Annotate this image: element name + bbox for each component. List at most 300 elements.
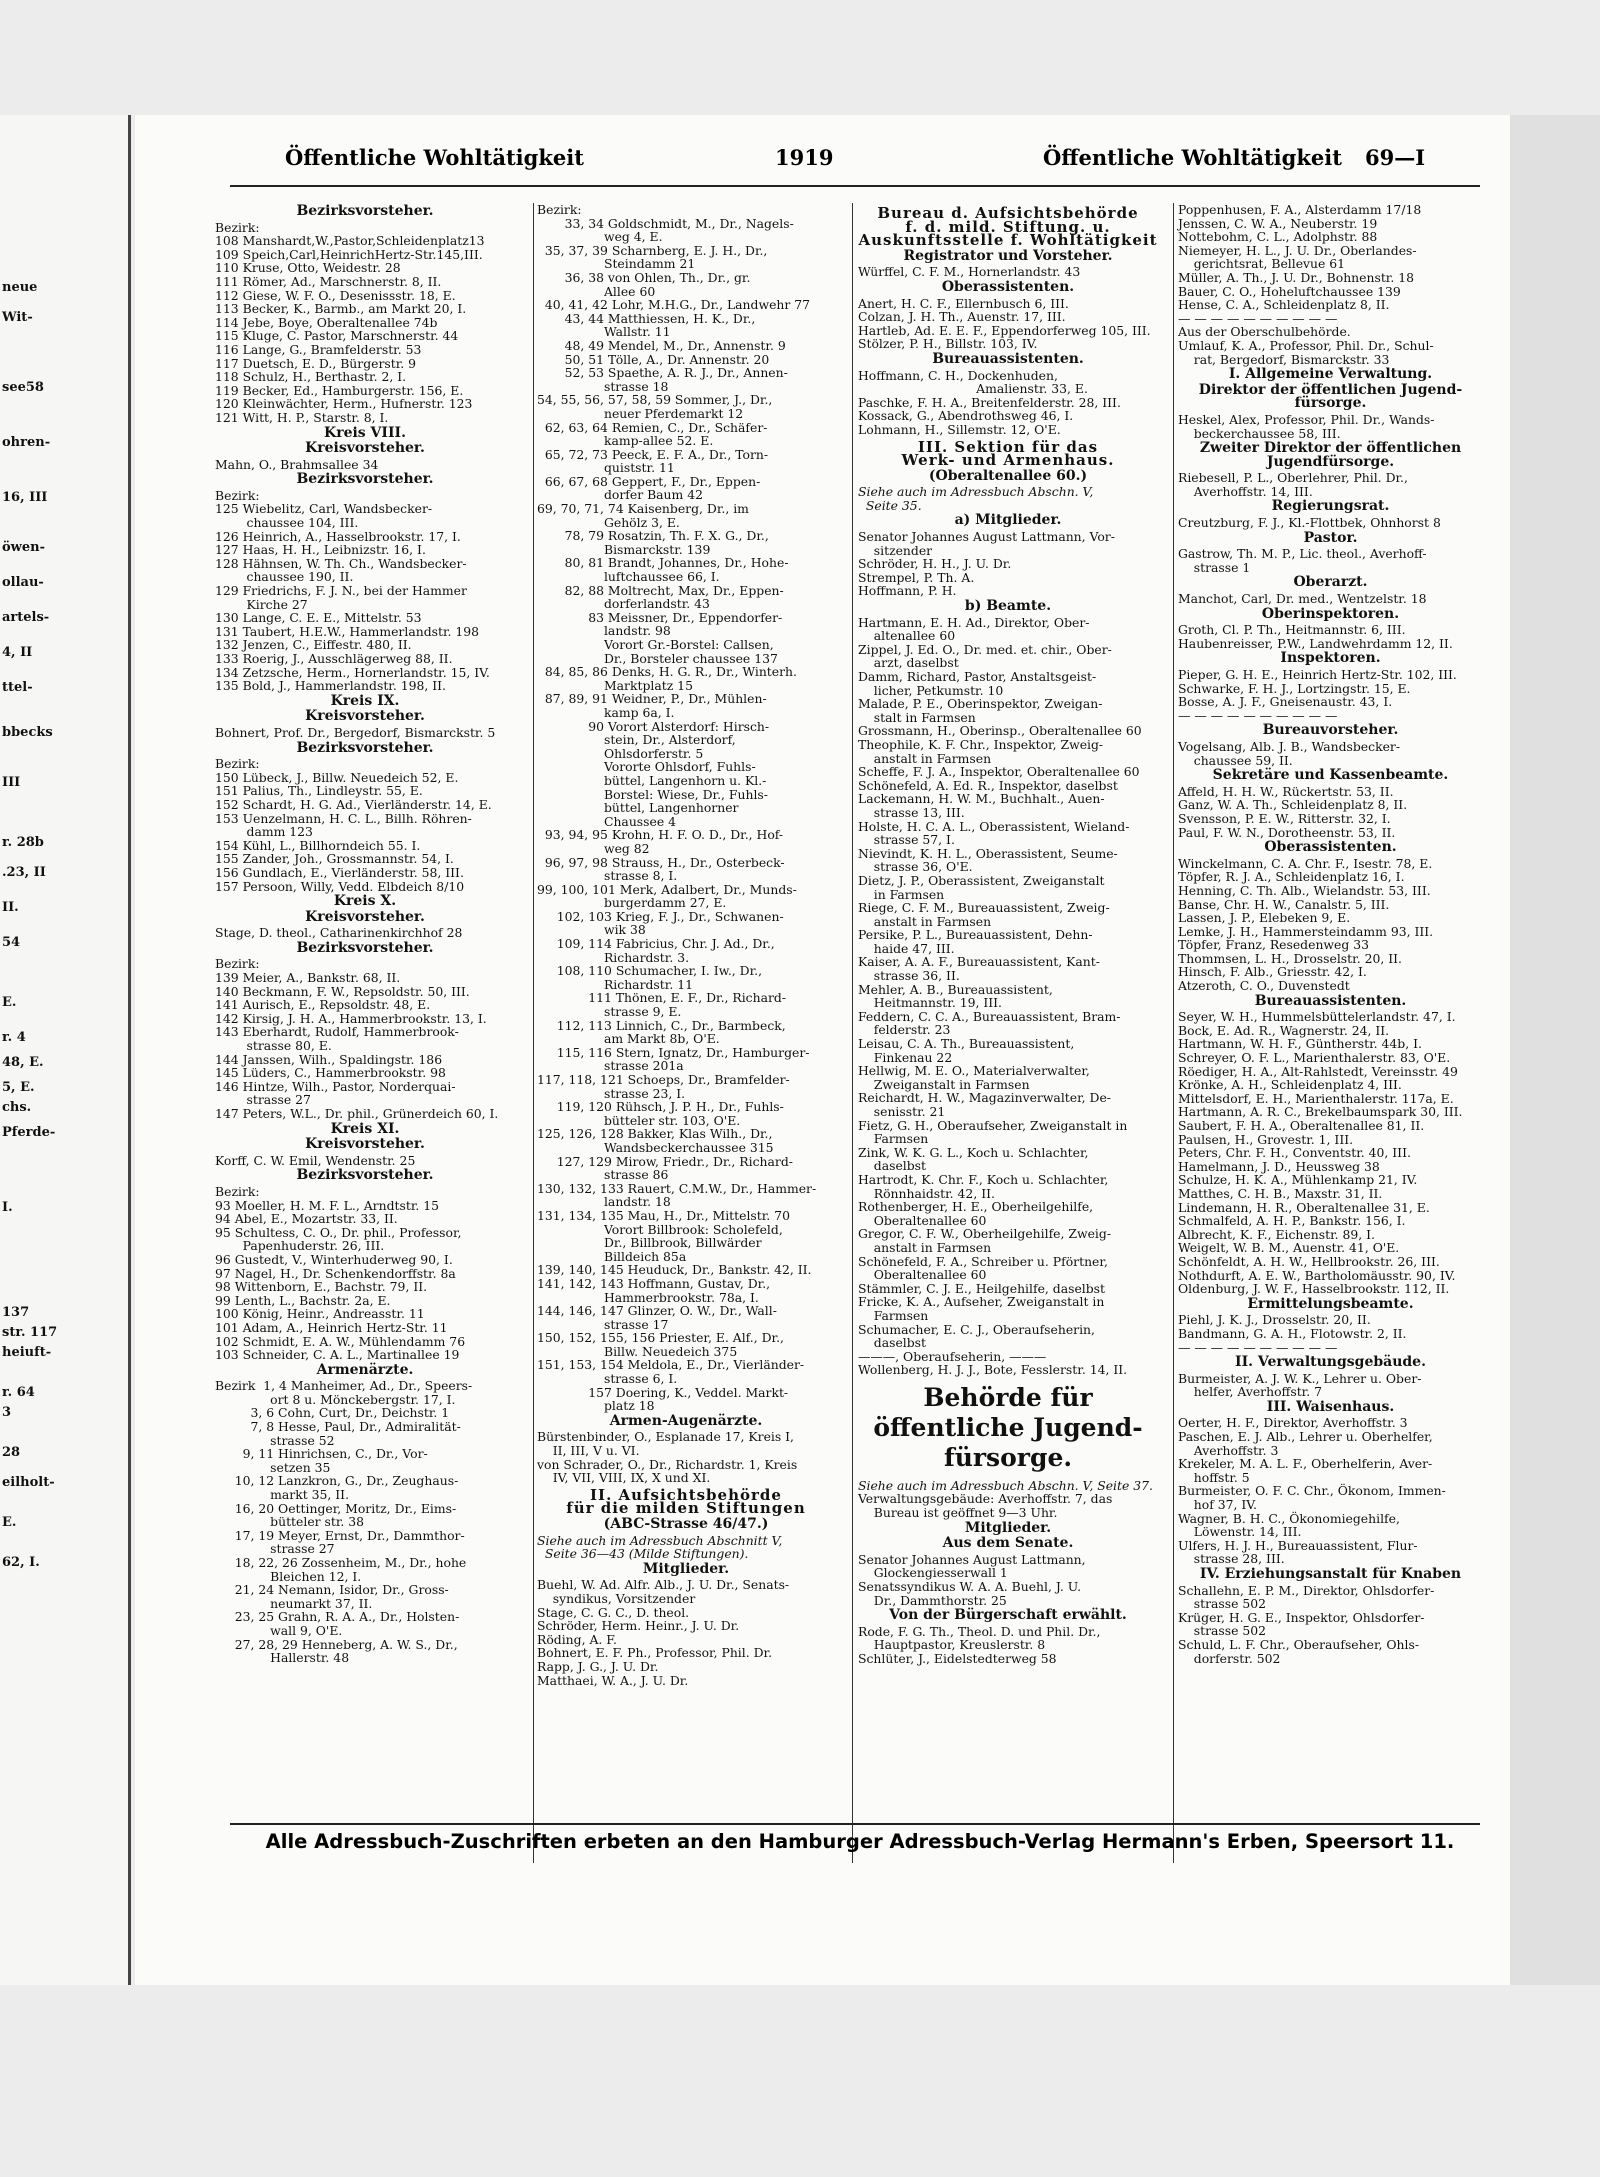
- directory-entry: 152 Schardt, H. G. Ad., Vierländerstr. 14, E.: [215, 796, 492, 812]
- cropped-text-fragment: see58: [2, 380, 44, 395]
- directory-entry: — — — — — — — — — —: [1178, 1339, 1338, 1355]
- directory-entry: Stage, D. theol., Catharinenkirchhof 28: [215, 925, 463, 941]
- directory-entry: Seyer, W. H., Hummelsbüttelerlandstr. 47, I.: [1178, 1009, 1456, 1025]
- section-heading: Ermittelungsbeamte.: [1247, 1295, 1414, 1312]
- directory-entry: 43, 44 Matthiessen, H. K., Dr., Wallstr. 11: [564, 310, 756, 340]
- section-heading: Behörde für öffentliche Jugend- fürsorge.: [873, 1382, 1143, 1472]
- directory-entry: 135 Bold, J., Hammerlandstr. 198, II.: [215, 678, 446, 694]
- directory-entry: 108, 110 Schumacher, I. Iw., Dr., Richardstr. 11: [556, 963, 763, 992]
- cropped-text-fragment: 4, II: [2, 645, 33, 660]
- directory-entry: Schönfeldt, A. H. W., Hellbrookstr. 26, III.: [1178, 1253, 1440, 1269]
- directory-entry: Oldenburg, J. W. F., Hasselbrookstr. 112, II.: [1178, 1281, 1450, 1297]
- directory-entry: 27, 28, 29 Henneberg, A. W. S., Dr., Hallerstr. 48: [234, 1636, 458, 1666]
- cropped-text-fragment: Pferde-: [2, 1125, 56, 1140]
- footer-rule: [230, 1823, 1480, 1825]
- directory-entry: Mehler, A. B., Bureauassistent, Heitmannstr. 19, III.: [858, 981, 1053, 1011]
- section-heading: IV. Erziehungsanstalt für Knaben: [1199, 1566, 1462, 1582]
- directory-entry: 83 Meissner, Dr., Eppendorfer- landstr. 98: [588, 609, 783, 639]
- header-page-number: 69—I: [1365, 145, 1426, 170]
- directory-entry: Hellwig, M. E. O., Materialverwalter, Zweiganstalt in Farmsen: [858, 1063, 1090, 1092]
- column-4: [1178, 203, 1483, 1665]
- cropped-text-fragment: I.: [2, 1200, 13, 1215]
- directory-entry: Paulsen, H., Grovestr. 1, III.: [1178, 1131, 1354, 1147]
- directory-entry: Bohnert, E. F. Ph., Professor, Phil. Dr.: [537, 1645, 773, 1661]
- directory-entry: 101 Adam, A., Heinrich Hertz-Str. 11: [215, 1319, 448, 1335]
- directory-entry: Reichardt, H. W., Magazinverwalter, De- senisstr. 21: [858, 1090, 1111, 1119]
- directory-entry: Anert, H. C. F., Ellernbusch 6, III.: [858, 295, 1069, 311]
- directory-entry: Hartmann, E. H. Ad., Direktor, Ober- altenallee 60: [858, 614, 1090, 644]
- directory-entry: 17, 19 Meyer, Ernst, Dr., Dammthor- strasse 27: [234, 1527, 465, 1557]
- directory-entry: Oerter, H. F., Direktor, Averhoffstr. 3: [1178, 1415, 1408, 1431]
- page-header: [135, 145, 1510, 185]
- directory-entry: Aus der Oberschulbehörde.: [1178, 324, 1351, 340]
- directory-entry: 111 Thönen, E. F., Dr., Richard- strasse 9, E.: [588, 990, 787, 1020]
- directory-entry: Bezirk:: [215, 756, 260, 772]
- directory-entry: Lassen, J. P., Elebeken 9, E.: [1178, 910, 1351, 926]
- column-3: [858, 203, 1158, 1666]
- directory-entry: 132 Jenzen, C., Eiffestr. 480, II.: [215, 637, 412, 653]
- directory-entry: 93, 94, 95 Krohn, H. F. O. D., Dr., Hof- weg 82: [544, 827, 784, 856]
- directory-entry: Malade, P. E., Oberinspektor, Zweigan- stalt in Farmsen: [858, 696, 1103, 725]
- directory-entry: Bezirk:: [215, 956, 260, 972]
- directory-entry: 62, 63, 64 Remien, C., Dr., Schäfer- kamp-allee 52. E.: [544, 419, 768, 449]
- directory-entry: Stämmler, C. J. E., Heilgehilfe, daselbst: [858, 1280, 1106, 1296]
- section-heading: III. Waisenhaus.: [1266, 1398, 1395, 1415]
- directory-entry: Heskel, Alex, Professor, Phil. Dr., Wands- beckerchaussee 58, III.: [1178, 411, 1435, 441]
- directory-entry: 118 Schulz, H., Berthastr. 2, I.: [215, 369, 407, 385]
- directory-entry: Schwarke, F. H. J., Lortzingstr. 15, E.: [1178, 680, 1411, 696]
- directory-entry: Svensson, P. E. W., Ritterstr. 32, I.: [1178, 810, 1391, 826]
- section-heading: Von der Bürgerschaft erwählt.: [889, 1607, 1127, 1624]
- directory-entry: ———, Oberaufseherin, ———: [858, 1348, 1047, 1364]
- directory-entry: Theophile, K. F. Chr., Inspektor, Zweig- anstalt in Farmsen: [858, 736, 1104, 766]
- document-page: [135, 115, 1510, 1985]
- directory-entry: Senator Johannes August Lattmann, Vor- sitzender: [858, 529, 1115, 558]
- directory-entry: 7, 8 Hesse, Paul, Dr., Admiralität- strasse 52: [250, 1419, 461, 1448]
- directory-entry: Winckelmann, C. A. Chr. F., Isestr. 78, E.: [1178, 855, 1433, 871]
- directory-entry: Jenssen, C. W. A., Neuberstr. 19: [1178, 215, 1378, 231]
- directory-entry: 115, 116 Stern, Ignatz, Dr., Hamburger- strasse 201a: [556, 1044, 810, 1074]
- section-heading: Mitglieder.: [964, 1519, 1052, 1536]
- directory-entry: 117, 118, 121 Schoeps, Dr., Bramfelder- strasse 23, I.: [537, 1072, 790, 1101]
- directory-entry: 119, 120 Rühsch, J. P. H., Dr., Fuhls- bütteler str. 103, O'E.: [556, 1099, 784, 1128]
- directory-entry: Henning, C. Th. Alb., Wielandstr. 53, III.: [1178, 882, 1431, 898]
- directory-entry: 119 Becker, Ed., Hamburgerstr. 156, E.: [215, 382, 464, 398]
- directory-entry: Saubert, F. H. A., Oberaltenallee 81, II.: [1178, 1118, 1425, 1133]
- header-left-title: Öffentliche Wohltätigkeit: [285, 145, 584, 170]
- section-heading: Siehe auch im Adressbuch Abschn. V, Seite 35.: [858, 484, 1094, 513]
- directory-entry: 125, 126, 128 Bakker, Klas Wilh., Dr., Wandsbeckerchaussee 315: [537, 1126, 774, 1155]
- directory-entry: 96 Gustedt, V., Winterhuderweg 90, I.: [215, 1251, 453, 1267]
- cropped-text-fragment: str. 117: [2, 1325, 58, 1340]
- section-heading: III. Sektion für das Werk- und Armenhaus.: [901, 437, 1115, 470]
- previous-page-strip: [0, 115, 131, 1985]
- directory-entry: Hoffmann, P. H.: [858, 583, 957, 599]
- section-heading: Oberassistenten.: [1264, 839, 1397, 856]
- directory-entry: Umlauf, K. A., Professor, Phil. Dr., Schul- rat, Bergedorf, Bismarckstr. 33: [1178, 337, 1434, 367]
- column-1: [215, 203, 515, 1665]
- directory-entry: Paul, F. W. N., Dorotheenstr. 53, II.: [1178, 824, 1396, 840]
- directory-entry: 84, 85, 86 Denks, H. G. R., Dr., Winterh. Marktplatz 15: [544, 664, 797, 693]
- directory-entry: Krekeler, M. A. L. F., Oberhelferin, Aver- hoffstr. 5: [1178, 1456, 1433, 1485]
- directory-entry: Nievindt, K. H. L., Oberassistent, Seume- strasse 36, O'E.: [858, 845, 1118, 875]
- directory-entry: 114 Jebe, Boye, Oberaltenallee 74b: [215, 314, 438, 330]
- directory-entry: 129 Friedrichs, F. J. N., bei der Hammer Kirche 27: [215, 583, 467, 612]
- directory-entry: 109, 114 Fabricius, Chr. J. Ad., Dr., Richardstr. 3.: [556, 936, 775, 965]
- cropped-text-fragment: chs.: [2, 1100, 32, 1115]
- directory-entry: 102 Schmidt, E. A. W., Mühlendamm 76: [215, 1333, 466, 1349]
- section-heading: Bureauassistenten.: [932, 350, 1084, 367]
- section-heading: Oberarzt.: [1293, 574, 1368, 591]
- directory-entry: 21, 24 Nemann, Isidor, Dr., Gross- neumarkt 37, II.: [234, 1582, 449, 1611]
- cropped-text-fragment: bbecks: [2, 725, 53, 740]
- directory-entry: Krüger, H. G. E., Inspektor, Ohlsdorfer- strasse 502: [1178, 1609, 1425, 1639]
- directory-entry: Würffel, C. F. M., Hornerlandstr. 43: [858, 264, 1081, 280]
- directory-entry: 98 Wittenborn, E., Bachstr. 79, II.: [215, 1279, 428, 1295]
- directory-entry: 112 Giese, W. F. O., Desenissstr. 18, E.: [215, 287, 456, 303]
- directory-entry: Bandmann, G. A. H., Flotowstr. 2, II.: [1178, 1325, 1407, 1341]
- cropped-text-fragment: 48, E.: [2, 1055, 44, 1070]
- section-heading: Kreisvorsteher.: [305, 1136, 425, 1153]
- directory-entry: 103 Schneider, C. A. L., Martinallee 19: [215, 1347, 460, 1363]
- section-heading: Zweiter Direktor der öffentlichen Jugendfürsorge.: [1199, 440, 1462, 470]
- directory-entry: 130 Lange, C. E. E., Mittelstr. 53: [215, 610, 422, 626]
- directory-entry: Hartmann, W. H. F., Güntherstr. 44b, I.: [1178, 1036, 1422, 1052]
- section-heading: Pastor.: [1303, 529, 1358, 546]
- directory-entry: 151 Palius, Th., Lindleystr. 55, E.: [215, 783, 423, 799]
- directory-entry: 143 Eberhardt, Rudolf, Hammerbrook- strasse 80, E.: [215, 1024, 459, 1054]
- directory-entry: Schröder, Herm. Heinr., J. U. Dr.: [537, 1618, 740, 1634]
- directory-entry: Röding, A. F.: [537, 1631, 617, 1647]
- directory-entry: Weigelt, W. B. M., Auenstr. 41, O'E.: [1178, 1240, 1400, 1256]
- directory-entry: Burmeister, O. F. C. Chr., Ökonom, Immen- hof 37, IV.: [1178, 1483, 1446, 1513]
- directory-entry: 69, 70, 71, 74 Kaisenberg, Dr., im Gehölz 3, E.: [537, 501, 749, 530]
- directory-entry: 95 Schultess, C. O., Dr. phil., Professor, Papenhuderstr. 26, III.: [215, 1224, 462, 1254]
- directory-entry: Kossack, G., Abendrothsweg 46, I.: [858, 408, 1074, 424]
- cropped-text-fragment: 62, I.: [2, 1555, 40, 1570]
- directory-entry: Ulfers, H. J. H., Bureauassistent, Flur- strasse 28, III.: [1178, 1537, 1418, 1567]
- directory-entry: Fietz, G. H., Oberaufseher, Zweiganstalt in Farmsen: [858, 1117, 1128, 1147]
- directory-entry: Hartmann, A. R. C., Brekelbaumspark 30, III.: [1178, 1104, 1463, 1120]
- directory-entry: Colzan, J. H. Th., Auenstr. 17, III.: [858, 309, 1066, 325]
- directory-entry: Töpfer, R. J. A., Schleidenplatz 16, I.: [1178, 869, 1405, 885]
- directory-entry: Manchot, Carl, Dr. med., Wentzelstr. 18: [1178, 591, 1427, 607]
- directory-entry: Damm, Richard, Pastor, Anstaltsgeist- licher, Petkumstr. 10: [858, 669, 1097, 698]
- directory-entry: 108 Manshardt,W.,Pastor,Schleidenplatz13: [215, 233, 485, 249]
- header-rule: [230, 185, 1480, 187]
- directory-entry: 141, 142, 143 Hoffmann, Gustav, Dr., Hammerbrookstr. 78a, I.: [537, 1275, 771, 1305]
- section-heading: Kreisvorsteher.: [305, 708, 425, 725]
- directory-entry: Gastrow, Th. M. P., Lic. theol., Averhoff- strasse 1: [1178, 546, 1427, 575]
- directory-entry: 18, 22, 26 Zossenheim, M., Dr., hohe Bleichen 12, I.: [234, 1555, 467, 1584]
- directory-entry: 93 Moeller, H. M. F. L., Arndtstr. 15: [215, 1197, 440, 1213]
- directory-entry: Hoffmann, C. H., Dockenhuden, Amalienstr. 33, E.: [858, 367, 1088, 397]
- section-heading: (ABC-Strasse 46/47.): [603, 1516, 769, 1532]
- section-heading: Kreis IX.: [330, 692, 400, 709]
- cropped-text-fragment: r. 4: [2, 1030, 26, 1045]
- section-heading: Armen-Augenärzte.: [609, 1412, 763, 1429]
- section-heading: Siehe auch im Adressbuch Abschn. V, Seite 37.: [858, 1477, 1153, 1493]
- directory-entry: Schlüter, J., Eidelstedterweg 58: [858, 1651, 1057, 1666]
- section-heading: Sekretäre und Kassenbeamte.: [1212, 767, 1449, 784]
- directory-entry: 35, 37, 39 Scharnberg, E. J. H., Dr., Steindamm 21: [544, 242, 768, 272]
- directory-entry: 80, 81 Brandt, Johannes, Dr., Hohe- luftchaussee 66, I.: [564, 555, 789, 585]
- directory-entry: 54, 55, 56, 57, 58, 59 Sommer, J., Dr., neuer Pferdemarkt 12: [537, 392, 773, 421]
- directory-entry: Zippel, J. Ed. O., Dr. med. et. chir., Ober- arzt, daselbst: [858, 641, 1112, 671]
- directory-entry: 117 Duetsch, E. D., Bürgerstr. 9: [215, 355, 417, 371]
- section-heading: Kreis VIII.: [324, 424, 406, 441]
- cropped-text-fragment: 16, III: [2, 490, 48, 505]
- directory-entry: Schröder, H. H., J. U. Dr.: [858, 556, 1012, 572]
- section-heading: (Oberaltenallee 60.): [928, 467, 1088, 484]
- directory-entry: 147 Peters, W.L., Dr. phil., Grünerdeich 60, I.: [215, 1106, 499, 1121]
- section-heading: b) Beamte.: [964, 598, 1052, 615]
- directory-entry: 36, 38 von Ohlen, Th., Dr., gr. Allee 60: [564, 269, 751, 299]
- directory-entry: Fricke, K. A., Aufseher, Zweiganstalt in Farmsen: [858, 1294, 1105, 1323]
- directory-entry: Zink, W. K. G. L., Koch u. Schlachter, daselbst: [858, 1144, 1089, 1174]
- cropped-text-fragment: neue: [2, 280, 38, 295]
- directory-entry: 113 Becker, K., Barmb., am Markt 20, I.: [215, 301, 467, 317]
- cropped-text-fragment: öwen-: [2, 540, 45, 555]
- directory-entry: 130, 132, 133 Rauert, C.M.W., Dr., Hammer- landstr. 18: [537, 1180, 817, 1210]
- directory-entry: Nottebohm, C. L., Adolphstr. 88: [1178, 229, 1378, 245]
- section-heading: Bezirksvorsteher.: [296, 471, 434, 488]
- directory-entry: 127 Haas, H. H., Leibnizstr. 16, I.: [215, 542, 426, 558]
- directory-entry: 111 Römer, Ad., Marschnerstr. 8, II.: [215, 273, 442, 289]
- section-heading: Bezirksvorsteher.: [296, 203, 434, 219]
- directory-entry: Wagner, B. H. C., Ökonomiegehilfe, Löwenstr. 14, III.: [1178, 1510, 1400, 1540]
- directory-entry: Mahn, O., Brahmsallee 34: [215, 456, 379, 472]
- directory-entry: 109 Speich,Carl,HeinrichHertz-Str.145,III.: [215, 246, 483, 262]
- directory-entry: Hinsch, F. Alb., Griesstr. 42, I.: [1178, 964, 1367, 980]
- directory-entry: Rapp, J. G., J. U. Dr.: [537, 1658, 659, 1674]
- section-heading: a) Mitglieder.: [954, 512, 1062, 529]
- directory-entry: 140 Beckmann, F. W., Repsoldstr. 50, III.: [215, 983, 470, 999]
- directory-entry: Leisau, C. A. Th., Bureauassistent, Finkenau 22: [858, 1036, 1075, 1065]
- section-heading: Bureau d. Aufsichtsbehörde f. d. mild. Stiftung. u. Auskunftsstelle f. Wohltätigkeit: [858, 204, 1158, 250]
- directory-entry: Korff, C. W. Emil, Wendenstr. 25: [215, 1152, 416, 1168]
- directory-entry: Holste, H. C. A. L., Oberassistent, Wieland- strasse 57, I.: [858, 818, 1130, 848]
- directory-entry: 110 Kruse, Otto, Weidestr. 28: [215, 260, 401, 276]
- directory-entry: Schulze, H. K. A., Mühlenkamp 21, IV.: [1178, 1172, 1418, 1188]
- cropped-text-fragment: ollau-: [2, 575, 44, 590]
- directory-entry: Bauer, C. O., Hoheluftchaussee 139: [1178, 283, 1401, 299]
- directory-entry: Atzeroth, C. O., Duvenstedt: [1178, 978, 1350, 994]
- directory-entry: 48, 49 Mendel, M., Dr., Annenstr. 9: [537, 337, 786, 353]
- directory-entry: von Schrader, O., Dr., Richardstr. 1, Kreis IV, VII, VIII, IX, X und XI.: [537, 1456, 798, 1486]
- cropped-text-fragment: II.: [2, 900, 19, 915]
- directory-entry: 120 Kleinwächter, Herm., Hufnerstr. 123: [215, 396, 473, 412]
- directory-entry: 153 Uenzelmann, H. C. L., Billh. Röhren- damm 123: [215, 810, 472, 840]
- directory-entry: Hartrodt, K. Chr. F., Koch u. Schlachter, Rönnhaidstr. 42, II.: [858, 1171, 1109, 1201]
- directory-entry: Vorort Gr.-Borstel: Callsen, Dr., Borsteler chaussee 137: [603, 637, 778, 666]
- directory-entry: Affeld, H. H. W., Rückertstr. 53, II.: [1178, 783, 1394, 799]
- directory-entry: Nothdurft, A. E. W., Bartholomäusstr. 90, IV.: [1178, 1267, 1456, 1283]
- section-heading: Oberinspektoren.: [1261, 605, 1400, 622]
- section-heading: Bezirksvorsteher.: [296, 1167, 434, 1184]
- directory-entry: 65, 72, 73 Peeck, E. F. A., Dr., Torn- quiststr. 11: [544, 446, 769, 476]
- section-heading: Bezirksvorsteher.: [296, 739, 434, 756]
- section-heading: Armenärzte.: [316, 1361, 414, 1378]
- cropped-text-fragment: .23, II: [2, 865, 46, 880]
- directory-entry: 78, 79 Rosatzin, Th. F. X. G., Dr., Bismarckstr. 139: [564, 528, 769, 557]
- header-year: 1919: [775, 145, 834, 170]
- directory-entry: 121 Witt, H. P., Starstr. 8, I.: [215, 409, 389, 425]
- section-heading: Mitglieder.: [642, 1560, 730, 1577]
- directory-entry: Lindemann, H. R., Oberaltenallee 31, E.: [1178, 1199, 1430, 1215]
- page-edge: [1510, 115, 1600, 1985]
- section-heading: II. Verwaltungsgebäude.: [1235, 1354, 1426, 1371]
- directory-entry: Kaiser, A. A. F., Bureauassistent, Kant- strasse 36, II.: [858, 954, 1100, 984]
- column-divider: [1173, 203, 1174, 1863]
- directory-entry: 141 Aurisch, E., Repsoldstr. 48, E.: [215, 997, 431, 1013]
- directory-entry: 126 Heinrich, A., Hasselbrookstr. 17, I.: [215, 528, 461, 544]
- cropped-text-fragment: r. 28b: [2, 835, 44, 850]
- column-divider: [852, 203, 853, 1863]
- directory-entry: Bürstenbinder, O., Esplanade 17, Kreis I, II, III, V u. VI.: [537, 1429, 794, 1459]
- directory-entry: 112, 113 Linnich, C., Dr., Barmbeck, am Markt 8b, O'E.: [556, 1017, 786, 1047]
- section-heading: Bezirksvorsteher.: [296, 939, 434, 956]
- section-heading: Aus dem Senate.: [942, 1535, 1074, 1552]
- directory-entry: Schönefeld, F. A., Schreiber u. Pförtner, Oberaltenallee 60: [858, 1253, 1108, 1283]
- directory-entry: 142 Kirsig, J. H. A., Hammerbrookstr. 13, I.: [215, 1010, 487, 1026]
- column-2: [537, 203, 835, 1687]
- directory-entry: Groth, Cl. P. Th., Heitmannstr. 6, III.: [1178, 622, 1406, 638]
- cropped-text-fragment: 137: [2, 1305, 30, 1320]
- directory-entry: 52, 53 Spaethe, A. R. J., Dr., Annen- strasse 18: [564, 365, 788, 394]
- directory-entry: Schuld, L. F. Chr., Oberaufseher, Ohls- dorferstr. 502: [1178, 1636, 1420, 1666]
- directory-entry: 139 Meier, A., Bankstr. 68, II.: [215, 970, 401, 986]
- directory-entry: 116 Lange, G., Bramfelderstr. 53: [215, 341, 422, 357]
- directory-entry: Ganz, W. A. Th., Schleidenplatz 8, II.: [1178, 797, 1408, 813]
- cropped-text-fragment: III: [2, 775, 21, 790]
- directory-entry: Riebesell, P. L., Oberlehrer, Phil. Dr., Averhoffstr. 14, III.: [1178, 470, 1408, 499]
- directory-entry: 157 Persoon, Willy, Vedd. Elbdeich 8/10: [215, 878, 465, 894]
- section-heading: Kreis X.: [333, 893, 397, 910]
- directory-entry: 146 Hintze, Wilh., Pastor, Norderquai- strasse 27: [215, 1078, 456, 1108]
- directory-entry: 3, 6 Cohn, Curt, Dr., Deichstr. 1: [215, 1405, 450, 1421]
- cropped-text-fragment: ohren-: [2, 435, 51, 450]
- directory-entry: Bezirk:: [215, 219, 260, 235]
- section-heading: Direktor der öffentlichen Jugend- fürsorge.: [1198, 381, 1463, 412]
- directory-entry: Schmalfeld, A. H. P., Bankstr. 156, I.: [1178, 1213, 1406, 1229]
- directory-entry: 90 Vorort Alsterdorf: Hirsch- stein, Dr., Alsterdorf, Ohlsdorferstr. 5: [588, 718, 770, 761]
- directory-entry: Vogelsang, Alb. J. B., Wandsbecker- chaussee 59, II.: [1178, 738, 1401, 768]
- cropped-text-fragment: Wit-: [2, 310, 33, 325]
- directory-entry: 157 Doering, K., Veddel. Markt- platz 18: [588, 1384, 789, 1414]
- directory-entry: Poppenhusen, F. A., Alsterdamm 17/18: [1178, 202, 1422, 217]
- directory-entry: — — — — — — — — — —: [1178, 310, 1338, 326]
- directory-entry: Riege, C. F. M., Bureauassistent, Zweig- anstalt in Farmsen: [858, 900, 1110, 929]
- section-heading: Registrator und Vorsteher.: [903, 247, 1113, 264]
- directory-entry: 127, 129 Mirow, Friedr., Dr., Richard- strasse 86: [556, 1153, 793, 1183]
- directory-entry: Bezirk:: [215, 1183, 260, 1199]
- directory-entry: Scheffe, F. J. A., Inspektor, Oberaltenallee 60: [858, 764, 1140, 780]
- directory-entry: Peters, Chr. F. H., Conventstr. 40, III.: [1178, 1145, 1411, 1161]
- directory-entry: Niemeyer, H. L., J. U. Dr., Oberlandes- gerichtsrat, Bellevue 61: [1178, 242, 1417, 272]
- directory-entry: 139, 140, 145 Heuduck, Dr., Bankstr. 42, II.: [537, 1262, 812, 1278]
- directory-entry: Bezirk:: [215, 487, 260, 503]
- directory-entry: Rode, F. G. Th., Theol. D. und Phil. Dr., Hauptpastor, Kreuslerstr. 8: [858, 1623, 1101, 1653]
- directory-entry: 100 König, Heinr., Andreasstr. 11: [215, 1306, 425, 1322]
- directory-entry: Wollenberg, H. J. J., Bote, Fesslerstr. 14, II.: [858, 1362, 1128, 1378]
- directory-entry: Stölzer, P. H., Billstr. 103, IV.: [858, 336, 1038, 352]
- directory-entry: 23, 25 Grahn, R. A. A., Dr., Holsten- wall 9, O'E.: [234, 1609, 460, 1638]
- cropped-text-fragment: r. 64: [2, 1385, 35, 1400]
- cropped-text-fragment: 28: [2, 1445, 21, 1460]
- directory-entry: Stage, C. G. C., D. theol.: [537, 1604, 690, 1620]
- directory-entry: 16, 20 Oettinger, Moritz, Dr., Eims- bütteler str. 38: [234, 1500, 457, 1530]
- directory-entry: 144 Janssen, Wilh., Spaldingstr. 186: [215, 1051, 443, 1067]
- directory-entry: 97 Nagel, H., Dr. Schenkendorffstr. 8a: [215, 1265, 456, 1281]
- directory-entry: Matthes, C. H. B., Maxstr. 31, II.: [1178, 1185, 1383, 1201]
- directory-entry: 94 Abel, E., Mozartstr. 33, II.: [215, 1211, 398, 1227]
- cropped-text-fragment: heiuft-: [2, 1345, 52, 1360]
- directory-entry: 128 Hähnsen, W. Th. Ch., Wandsbecker- chaussee 190, II.: [215, 555, 467, 585]
- directory-entry: Lackemann, H. W. M., Buchhalt., Auen- strasse 13, III.: [858, 791, 1105, 820]
- cropped-text-fragment: 5, E.: [2, 1080, 35, 1095]
- directory-entry: 144, 146, 147 Glinzer, O. W., Dr., Wall- strasse 17: [537, 1303, 777, 1332]
- section-heading: II. Aufsichtsbehörde für die milden Stiftungen: [566, 1485, 806, 1518]
- directory-entry: Dietz, J. P., Oberassistent, Zweiganstalt in Farmsen: [858, 872, 1105, 902]
- directory-entry: Schönefeld, A. Ed. R., Inspektor, daselbst: [858, 777, 1118, 793]
- cropped-text-fragment: artels-: [2, 610, 50, 625]
- directory-entry: Strempel, P. Th. A.: [858, 569, 975, 585]
- directory-entry: Paschke, F. H. A., Breitenfelderstr. 28, III.: [858, 394, 1121, 410]
- directory-entry: Haubenreisser, P.W., Landwehrdamm 12, II.: [1178, 635, 1453, 651]
- directory-entry: Lohmann, H., Sillemstr. 12, O'E.: [858, 421, 1061, 437]
- directory-entry: 9, 11 Hinrichsen, C., Dr., Vor- setzen 35: [242, 1446, 428, 1475]
- directory-entry: Creutzburg, F. J., Kl.-Flottbek, Ohnhorst 8: [1178, 515, 1441, 531]
- section-heading: Kreisvorsteher.: [305, 908, 425, 925]
- directory-entry: 145 Lüders, C., Hammerbrookstr. 98: [215, 1065, 446, 1081]
- directory-entry: — — — — — — — — — —: [1178, 707, 1338, 723]
- directory-entry: 134 Zetzsche, Herm., Hornerlandstr. 15, IV.: [215, 664, 490, 680]
- directory-entry: Feddern, C. C. A., Bureauassistent, Bram- felderstr. 23: [858, 1008, 1121, 1038]
- directory-entry: Hartleb, Ad. E. E. F., Eppendorferweg 105, III.: [858, 322, 1151, 338]
- directory-entry: 156 Gundlach, E., Vierländerstr. 58, III.: [215, 864, 464, 880]
- directory-entry: Röediger, H. A., Alt-Rahlstedt, Vereinsstr. 49: [1178, 1063, 1458, 1079]
- directory-entry: 102, 103 Krieg, F. J., Dr., Schwanen- wik 38: [556, 908, 784, 938]
- directory-entry: Burmeister, A. J. W. K., Lehrer u. Ober- helfer, Averhoffstr. 7: [1178, 1370, 1422, 1400]
- directory-entry: 131 Taubert, H.E.W., Hammerlandstr. 198: [215, 623, 480, 639]
- directory-entry: 125 Wiebelitz, Carl, Wandsbecker- chaussee 104, III.: [215, 501, 433, 531]
- column-divider: [533, 203, 534, 1863]
- section-heading: Siehe auch im Adressbuch Abschnitt V, Seite 36—43 (Milde Stiftungen).: [537, 1532, 783, 1562]
- cropped-text-fragment: ttel-: [2, 680, 33, 695]
- section-heading: Kreisvorsteher.: [305, 440, 425, 457]
- directory-entry: Töpfer, Franz, Resedenweg 33: [1178, 937, 1370, 953]
- directory-entry: Verwaltungsgebäude: Averhoffstr. 7, das Bureau ist geöffnet 9—3 Uhr.: [858, 1491, 1113, 1521]
- cropped-text-fragment: E.: [2, 995, 17, 1010]
- header-right-title: Öffentliche Wohltätigkeit: [1043, 145, 1342, 170]
- directory-entry: 82, 88 Moltrecht, Max, Dr., Eppen- dorferlandstr. 43: [564, 582, 784, 612]
- directory-entry: Bezirk:: [537, 202, 582, 217]
- footer-notice: Alle Adressbuch-Zuschriften erbeten an den Hamburger Adressbuch-Verlag Hermann's Erben, Speersort 11.: [265, 1830, 1455, 1853]
- directory-entry: Lemke, J. H., Hammersteindamm 93, III.: [1178, 923, 1434, 939]
- cropped-text-fragment: eilholt-: [2, 1475, 55, 1490]
- directory-entry: Gregor, C. F. W., Oberheilgehilfe, Zweig- anstalt in Farmsen: [858, 1226, 1112, 1255]
- directory-entry: Bosse, A. J. F., Gneisenaustr. 43, I.: [1178, 694, 1393, 710]
- directory-entry: Bock, E. Ad. R., Wagnerstr. 24, II.: [1178, 1022, 1390, 1038]
- directory-entry: 10, 12 Lanzkron, G., Dr., Zeughaus- markt 35, II.: [234, 1473, 459, 1503]
- directory-entry: Senator Johannes August Lattmann, Glockengiesserwall 1: [858, 1551, 1086, 1581]
- section-heading: Regierungsrat.: [1271, 498, 1390, 515]
- directory-entry: Hamelmann, J. D., Heussweg 38: [1178, 1158, 1380, 1174]
- cropped-text-fragment: 3: [2, 1405, 12, 1420]
- directory-entry: Thommsen, L. H., Drosselstr. 20, II.: [1178, 950, 1402, 966]
- section-heading: Bureauassistenten.: [1254, 992, 1407, 1009]
